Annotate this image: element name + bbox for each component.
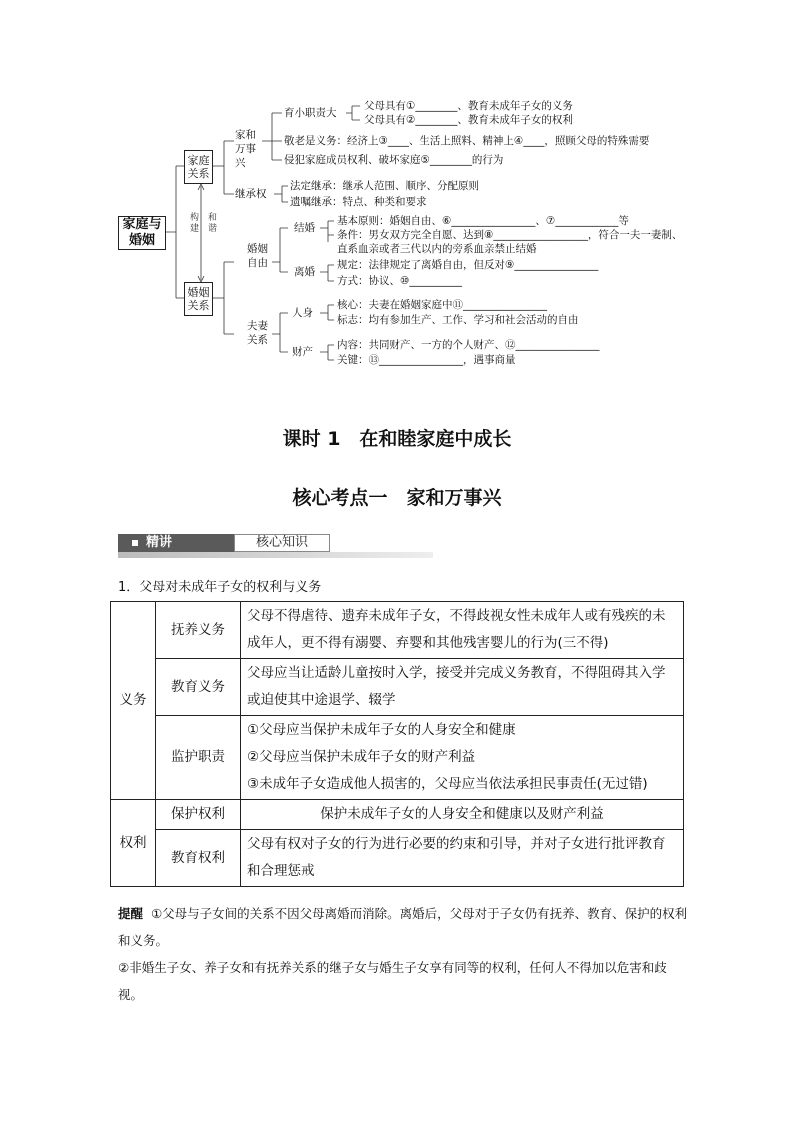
row-name-cell: 保护权利 [156,800,241,830]
lihun-item-1: 规定：法律规定了离婚自由，但反对⑨________________ [337,259,599,271]
section-banner [118,532,433,558]
link-right-label: 和谐 [206,212,216,234]
row-content-cell: 父母不得虐待、遗弃未成年子女，不得歧视女性未成年人或有残疾的未成年人，更不得有溺婴、弃婴和其他残害婴儿的行为(三不得) [241,602,684,659]
banner-dark-tab [118,534,234,552]
square-bullet-icon [132,540,138,546]
row-content-cell [241,716,684,800]
tip-note [118,900,688,1008]
point-title: 核心考点一 家和万事兴 [292,487,502,509]
banner-shadow [118,552,433,558]
marriage-freedom-node: 婚姻自由 [247,243,268,269]
yizhu-node: 遗嘱继承：特点、种类和要求 [290,196,427,208]
right-category-cell: 权利 [111,800,156,887]
jiehun-item-2: 条件：男女双方完全自愿、达到⑧__________________，符合一夫一妻制、 [337,229,683,241]
lihun-node: 离婚 [294,266,315,278]
row-content-cell: 保护未成年子女的人身安全和健康以及财产利益 [241,800,684,830]
row-name-cell: 监护职责 [156,716,241,800]
tip-text-2: ②非婚生子女、养子女和有抚养关系的继子女与婚生子女享有同等的权利，任何人不得加以危害和歧视。 [118,960,667,1002]
yuxiao-item-1: 父母具有①________、教育未成年子女的义务 [364,100,573,112]
inherit-node: 继承权 [235,188,267,200]
rights-duties-table [110,601,684,887]
banner-light-tab: 核心知识 [234,534,330,552]
renshen-item-1: 核心：夫妻在婚姻家庭中⑪________________ [337,299,547,311]
link-left-label: 构建 [188,212,198,234]
fading-node: 法定继承：继承人范围、顺序、分配原则 [290,180,479,192]
guardian-line-3: ③未成年子女造成他人损害的，父母应当依法承担民事责任(无过错) [247,776,648,792]
jiehun-node: 结婚 [294,222,315,234]
guardian-line-2: ②父母应当保护未成年子女的财产利益 [247,749,476,765]
row-name-cell: 抚养义务 [156,602,241,659]
lihun-item-2: 方式：协议、⑩__________ [337,275,462,287]
table-row [111,716,684,800]
renshen-item-2: 标志：均有参加生产、工作、学习和社会活动的自由 [337,314,579,326]
caichan-item-1: 内容：共同财产、一方的个人财产、⑫________________ [337,339,600,351]
jiahe-node: 家和万事兴 [235,129,256,169]
jiehun-item-1: 基本原则：婚姻自由、⑥________________、⑦____________等 [337,215,629,227]
banner-dark-label: 精讲 [146,535,173,550]
lesson-title: 课时 1 在和睦家庭中成长 [282,428,512,450]
table-row [111,602,684,659]
mindmap-root-box [118,216,166,250]
tip-text-1: ①父母与子女间的关系不因父母离婚而消除。离婚后，父母对于子女仍有抚养、教育、保护的权利和义务。 [118,906,688,948]
row-content-cell: 父母有权对子女的行为进行必要的约束和引导，并对子女进行批评教育和合理惩戒 [241,830,684,887]
spouse-node: 夫妻关系 [247,320,268,346]
caichan-item-2: 关键：⑬________________，遇事商量 [337,354,516,366]
marriage-relation-label: 婚姻关系 [187,286,210,312]
jiehun-item-3: 直系血亲或者三代以内的旁系血亲禁止结婚 [337,243,537,255]
table-row [111,830,684,887]
tip-label: 提醒 [118,906,144,921]
yuxiao-item-2: 父母具有②________、教育未成年子女的权利 [364,114,573,126]
jinglao-node: 敬老是义务：经济上③____、生活上照料、精神上④____，照顾父母的特殊需要 [284,135,650,147]
qinfan-node: 侵犯家庭成员权利、破坏家庭⑤________的行为 [284,154,504,166]
marriage-relation-box [184,282,213,316]
section-heading: 1．父母对未成年子女的权利与义务 [118,580,322,595]
yuxiao-node: 育小职责大 [284,107,337,119]
row-name-cell: 教育权利 [156,830,241,887]
renshen-node: 人身 [292,307,313,319]
row-content-cell: 父母应当让适龄儿童按时入学，接受并完成义务教育，不得阻碍其入学或迫使其中途退学、辍学 [241,659,684,716]
guardian-line-1: ①父母应当保护未成年子女的人身安全和健康 [247,722,516,738]
row-name-cell: 教育义务 [156,659,241,716]
duty-category-cell: 义务 [111,602,156,800]
tip-line-1 [118,900,688,954]
family-relation-box [184,150,213,184]
table-row [111,800,684,830]
mindmap-root-label: 家庭与婚姻 [122,217,162,248]
family-relation-label: 家庭关系 [187,154,210,180]
table-row [111,659,684,716]
caichan-node: 财产 [292,346,313,358]
